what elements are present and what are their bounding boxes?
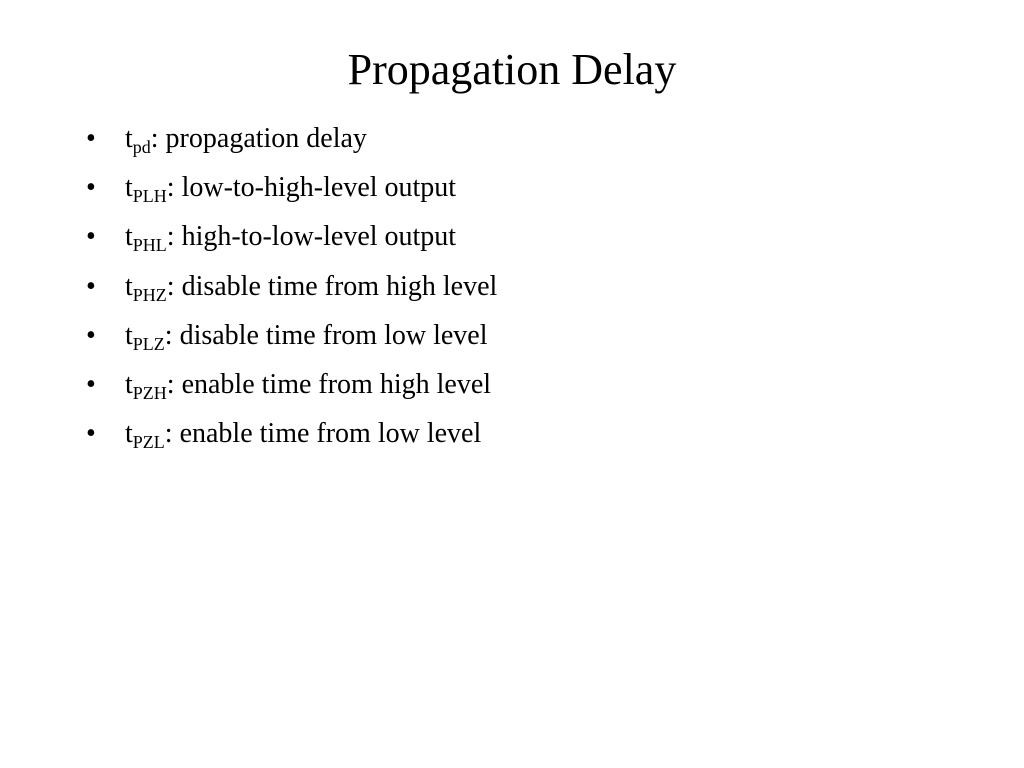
bullet-list [86,118,497,462]
term-symbol [125,118,151,160]
term-base: t [125,221,133,253]
term-symbol [125,216,167,258]
term-subscript: PLZ [132,333,165,354]
bullet-icon: • [86,172,96,204]
term-description: : enable time from low level [164,418,482,450]
list-item [86,364,497,413]
term-symbol [125,266,167,308]
bullet-icon: • [86,270,96,302]
term-description: : disable time from high level [166,270,498,302]
term-description: : disable time from low level [164,319,488,351]
term-base: t [125,319,133,351]
term-description: : high-to-low-level output [166,221,457,253]
term-subscript: PLH [132,186,167,207]
term-symbol [125,315,165,357]
term-base: t [125,368,133,400]
list-item [86,216,497,265]
term-symbol [125,364,167,406]
bullet-icon: • [86,418,96,450]
term-description: : propagation delay [150,123,367,154]
bullet-icon: • [86,221,96,253]
term-description: : enable time from high level [166,368,492,400]
term-subscript: pd [132,137,151,157]
list-item [86,167,497,216]
list-item [86,266,497,315]
term-base: t [125,123,133,154]
term-subscript: PHL [132,235,167,256]
bullet-icon: • [86,123,96,154]
term-base: t [125,418,133,450]
slide-title: Propagation Delay [347,45,677,94]
term-description: : low-to-high-level output [166,172,457,204]
bullet-icon: • [86,368,96,400]
term-subscript: PZH [132,382,167,403]
term-base: t [125,270,133,302]
list-item [86,118,497,167]
term-subscript: PZL [132,432,165,453]
bullet-icon: • [86,319,96,351]
list-item [86,413,497,462]
term-symbol [125,413,165,455]
term-base: t [125,172,133,204]
term-symbol [125,167,167,209]
list-item [86,315,497,364]
term-subscript: PHZ [132,284,167,305]
